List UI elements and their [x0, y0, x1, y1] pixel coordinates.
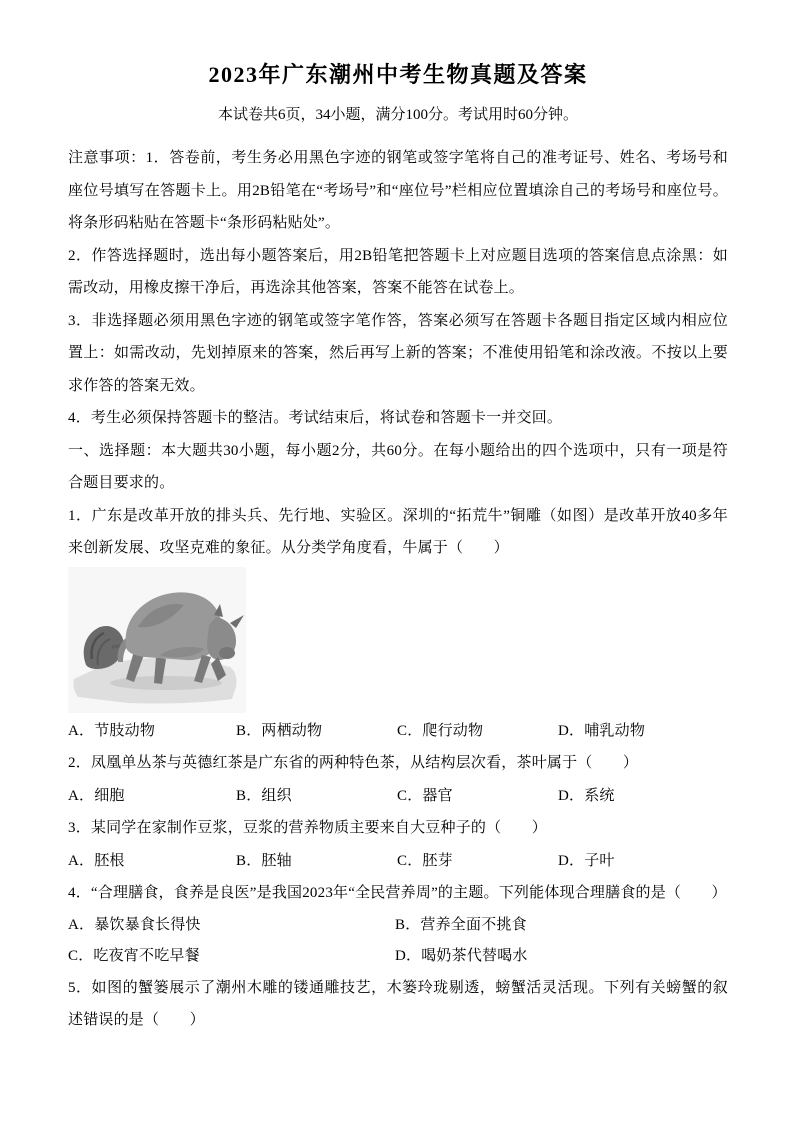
question-3-option-b: B．胚轴 [236, 852, 292, 869]
page-title: 2023年广东潮州中考生物真题及答案 [208, 62, 588, 87]
notice-item-4: 4．考生必须保持答题卡的整洁。考试结束后，将试卷和答题卡一并交回。 [68, 410, 563, 426]
question-4-option-a: A．暴饮暴食长得快 [68, 916, 201, 933]
section-header-choice: 一、选择题：本大题共30小题，每小题2分，共60分。在每小题给出的四个选项中，只有一项是符合题目要求的。 [68, 442, 728, 491]
question-1-option-b: B．两栖动物 [236, 722, 323, 739]
question-1-figure [68, 567, 246, 713]
question-2-option-a: A．细胞 [68, 787, 125, 804]
question-1-stem: 1．广东是改革开放的排头兵、先行地、实验区。深圳的“拓荒牛”铜雕（如图）是改革开放40多年来创新发展、攻坚克难的象征。从分类学角度看，牛属于（ ） [68, 507, 728, 556]
question-2-option-b: B．组织 [236, 787, 292, 804]
question-4-options-row-2 [68, 941, 728, 972]
question-1-option-d: D．哺乳动物 [558, 722, 646, 739]
question-2-options [68, 780, 728, 813]
question-4-option-d: D．喝奶茶代替喝水 [395, 947, 528, 964]
notice-item-1: 注意事项：1．答卷前，考生务必用黑色字迹的钢笔或签字笔将自己的准考证号、姓名、考场号和座位号填写在答题卡上。用2B铅笔在“考场号”和“座位号”栏相应位置填涂自己的考场号和座位号。将条形码粘贴在答题卡“条形码粘贴处”。 [68, 150, 728, 231]
question-4-stem: 4．“合理膳食，食养是良医”是我国2023年“全民营养周”的主题。下列能体现合理膳食的是（ ） [68, 885, 727, 901]
question-4-options-row-1 [68, 910, 728, 941]
question-3-stem: 3．某同学在家制作豆浆，豆浆的营养物质主要来自大豆种子的（ ） [68, 820, 547, 836]
question-2-option-d: D．系统 [558, 787, 615, 804]
question-3-option-d: D．子叶 [558, 852, 615, 869]
notice-item-2: 2．作答选择题时，选出每小题答案后，用2B铅笔把答题卡上对应题目选项的答案信息点涂黑：如需改动，用橡皮擦干净后，再选涂其他答案，答案不能答在试卷上。 [68, 247, 728, 296]
question-4-option-c: C．吃夜宵不吃早餐 [68, 947, 200, 964]
question-1-option-a: A．节肢动物 [68, 722, 156, 739]
question-3-options [68, 845, 728, 878]
question-4-option-b: B．营养全面不挑食 [395, 916, 527, 933]
question-5-stem: 5．如图的蟹篓展示了潮州木雕的镂通雕技艺，木篓玲珑剔透，螃蟹活灵活现。下列有关螃蟹的叙述错误的是（ ） [68, 979, 728, 1028]
question-2-stem: 2．凤凰单丛茶与英德红茶是广东省的两种特色茶，从结构层次看，茶叶属于（ ） [68, 755, 639, 771]
exam-info-line: 本试卷共6页，34小题，满分100分。考试用时60分钟。 [217, 107, 578, 123]
notice-item-3: 3．非选择题必须用黑色字迹的钢笔或签字笔作答，答案必须写在答题卡各题目指定区域内相应位置上：如需改动，先划掉原来的答案，然后再写上新的答案；不准使用铅笔和涂改液。不按以上要求作答的答案无效。 [68, 312, 728, 394]
question-3-option-c: C．胚芽 [397, 852, 453, 869]
question-2-option-c: C．器官 [397, 787, 453, 804]
pioneer-bull-sculpture-image [68, 567, 246, 713]
question-1-options [68, 715, 728, 748]
question-1-option-c: C．爬行动物 [397, 722, 484, 739]
question-3-option-a: A．胚根 [68, 852, 125, 869]
